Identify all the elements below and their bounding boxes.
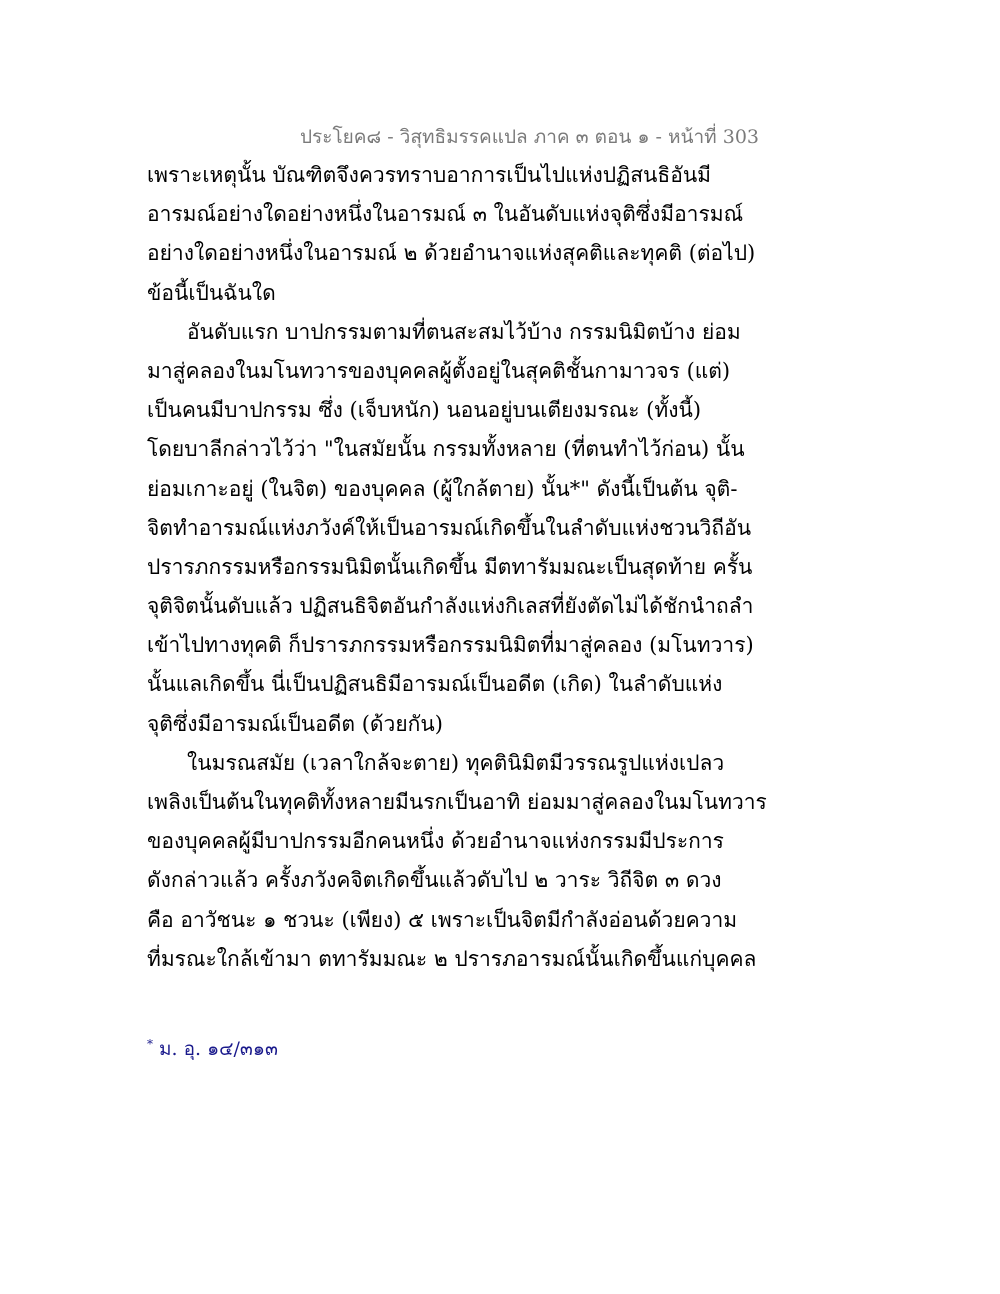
text-line: ที่มรณะใกล้เข้ามา ตทารัมมณะ ๒ ปรารภอารมณ์นั้นเกิดขึ้นแก่บุคคล (147, 946, 757, 971)
text-line: โดยบาลีกล่าวไว้ว่า "ในสมัยนั้น กรรมทั้งหลาย (ที่ตนทำไว้ก่อน) นั้น (147, 437, 745, 462)
text-line: นั้นแลเกิดขึ้น นี่เป็นปฏิสนธิมีอารมณ์เป็นอดีต (เกิด) ในลำดับแห่ง (147, 672, 723, 697)
text-line: มาสู่คลองในมโนทวารของบุคคลผู้ตั้งอยู่ในสุคติชั้นกามาวจร (แต่) (147, 358, 731, 383)
text-line: ย่อมเกาะอยู่ (ในจิต) ของบุคคล (ผู้ใกล้ตาย) นั้น*" ดังนี้เป็นต้น จุติ- (147, 476, 738, 501)
text-line: เข้าไปทางทุคติ ก็ปรารภกรรมหรือกรรมนิมิตที่มาสู่คลอง (มโนทวาร) (147, 633, 754, 658)
footnote-marker: * (147, 1036, 153, 1051)
text-line: จุติซึ่งมีอารมณ์เป็นอดีต (ด้วยกัน) (147, 711, 443, 736)
text-line: ดังกล่าวแล้ว ครั้งภวังคจิตเกิดขึ้นแล้วดับไป ๒ วาระ วิถีจิต ๓ ดวง (147, 868, 722, 893)
footnote (147, 1034, 278, 1064)
text-line: อย่างใดอย่างหนึ่งในอารมณ์ ๒ ด้วยอำนาจแห่งสุคติและทุคติ (ต่อไป) (147, 241, 756, 266)
text-line: อันดับแรก บาปกรรมตามที่ตนสะสมไว้บ้าง กรรมนิมิตบ้าง ย่อม (187, 319, 741, 344)
text-line: เป็นคนมีบาปกรรม ซึ่ง (เจ็บหนัก) นอนอยู่บนเตียงมรณะ (ทั้งนี้) (147, 398, 702, 423)
text-line: เพราะเหตุนั้น บัณฑิตจึงควรทราบอาการเป็นไปแห่งปฏิสนธิอันมี (147, 163, 712, 187)
text-line: ของบุคคลผู้มีบาปกรรมอีกคนหนึ่ง ด้วยอำนาจแห่งกรรมมีประการ (147, 829, 724, 854)
text-line: เพลิงเป็นต้นในทุคติทั้งหลายมีนรกเป็นอาทิ ย่อมมาสู่คลองในมโนทวาร (147, 790, 767, 814)
text-line: ข้อนี้เป็นฉันใด (147, 280, 276, 305)
text-line: ปรารภกรรมหรือกรรมนิมิตนั้นเกิดขึ้น มีตทารัมมณะเป็นสุดท้าย ครั้น (147, 554, 753, 579)
text-line: จิตทำอารมณ์แห่งภวังค์ให้เป็นอารมณ์เกิดขึ้นในลำดับแห่งชวนวิถีอัน (147, 515, 752, 540)
text-line: ในมรณสมัย (เวลาใกล้จะตาย) ทุคตินิมิตมีวรรณรูปแห่งเปลว (187, 750, 725, 775)
text-line: จุติจิตนั้นดับแล้ว ปฏิสนธิจิตอันกำลังแห่งกิเลสที่ยังตัดไม่ได้ชักนำถลำ (147, 594, 754, 619)
text-line: คือ อาวัชนะ ๑ ชวนะ (เพียง) ๕ เพราะเป็นจิตมีกำลังอ่อนด้วยความ (147, 907, 738, 932)
footnote-text: ม. อุ. ๑๔/๓๑๓ (159, 1038, 278, 1060)
text-line: อารมณ์อย่างใดอย่างหนึ่งในอารมณ์ ๓ ในอันดับแห่งจุติซึ่งมีอารมณ์ (147, 202, 744, 227)
body-text (147, 156, 767, 979)
running-header: ประโยค๘ - วิสุทธิมรรคแปล ภาค ๓ ตอน ๑ - หน้าที่ 303 (300, 126, 760, 148)
